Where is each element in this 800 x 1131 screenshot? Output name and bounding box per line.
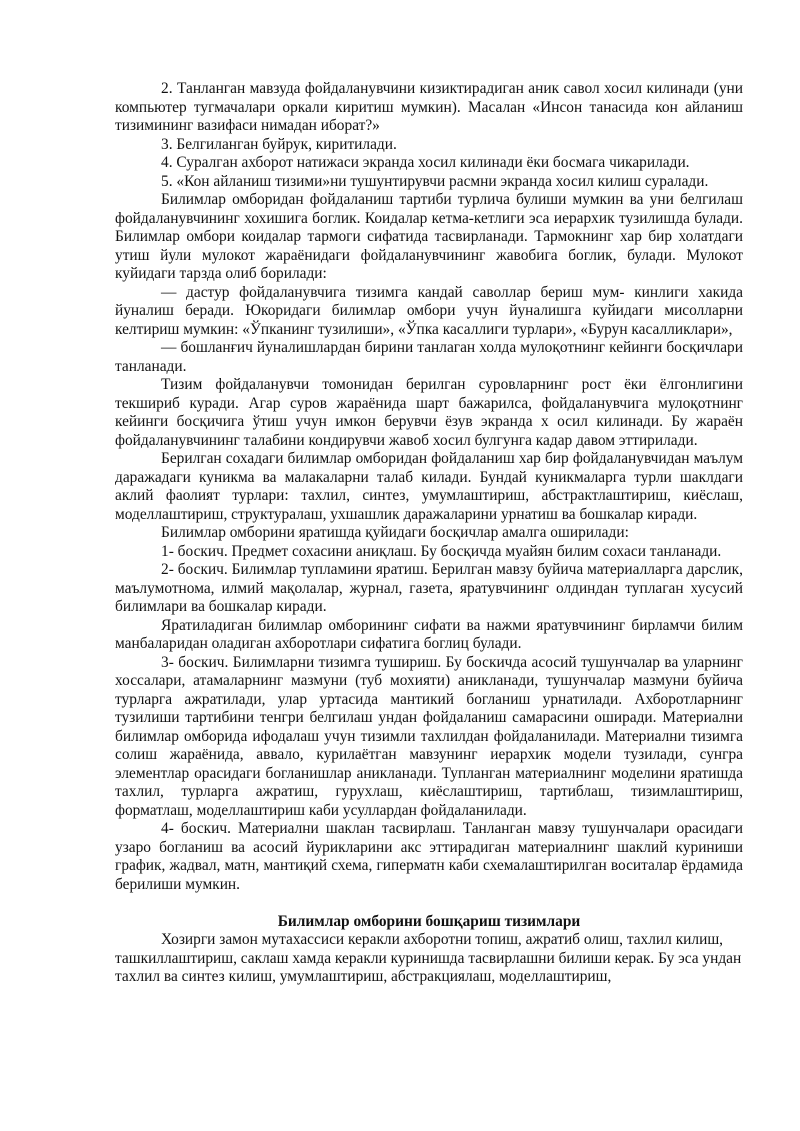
closing-paragraph: Хозирги замон мутахассиси керакли ахборотни топиш, ажратиб олиш, тахлил килиш, ташкиллаштириш, саклаш хамда керакли куринишда тасвирлашни билиши керак. Бу эса ундан тахлил ва синтез килиш, умумлаштириш, абстракциялаш, моделлаштириш,: [115, 931, 742, 985]
paragraph-13: Яратиладиган билимлар омборининг сифати ва нажми яратувчининг бирламчи билим манбаларидан оладиган ахборотлари сифатига боглиц булади.: [115, 616, 743, 652]
paragraph-1: 2. Танланган мавзуда фойдаланувчини кизиктирадиган аник савол хосил килинади (уни компьютер тугмачалари оркали киритиш мумкин). Масалан «Инсон танасида кон айланиш тизимининг вазифаси нимадан иборат?»: [115, 80, 743, 134]
paragraph-15: 4- боскич. Материални шаклан тасвирлаш. Танланган мавзу тушунчалари орасидаги узаро богланиш ва асосий йурикларини акс эттирадиган материалнинг шаклий куриниши график, жадвал, матн, мантиқий схема, гиперматн каби схемалаштирилган воситалар ёрдамида берилиши мумкин.: [115, 820, 743, 893]
paragraph-14: 3- боскич. Билимларни тизимга тушириш. Бу боскичда асосий тушунчалар ва уларнинг хоссалари, атамаларнинг мазмуни (туб мохияти) аникланади, тушунчалар мазмуни буйича турларга ажратилади, улар уртасида мантикий богланиш урнатилади. Ахборотларнинг тузилиши тартибини тенгри белгилаш ундан фойдаланиш самарасини оширади. Материални билимлар омборида ифодалаш учун тизимли тахлилдан фойдаланилади. Материални тизимга солиш жараёнида, аввало, курилаётган мавзунинг иерархик модели тузилади, сунгра элементлар орасидаги богланишлар аникланади. Тупланган материалнинг моделини яратишда тахлил, турларга ажратиш, гурухлаш, киёслаштириш, тартиблаш, тизимлаштириш, форматлаш, моделлаштириш каби усуллардан фойдаланилади.: [115, 653, 743, 819]
paragraph-2: 3. Белгиланган буйрук, киритилади.: [161, 135, 397, 153]
document-page: [115, 80, 743, 987]
paragraph-6: — дастур фойдаланувчига тизимга кандай саволлар бериш мум- кинлиги хакида йуналиш беради. Юкоридаги билимлар омбори учун йуналишга куйидаги мисолларни келтириш мумкин: «Ўпканинг тузилиши», «Ўпка касаллиги турлари», «Бурун касалликлари»,: [115, 283, 743, 338]
paragraph-7: — бошланғич йуналишлардан бирини танлаган холда мулоқотнинг кейинги босқичлари танланади.: [115, 339, 743, 375]
paragraph-4: 5. «Кон айланиш тизими»ни тушунтирувчи расмни экранда хосил килиш суралади.: [161, 172, 709, 190]
paragraph-10: Билимлар омборини яратишда қуйидаги босқичлар амалга оширилади:: [161, 524, 629, 541]
paragraph-11: 1- боскич. Предмет сохасини аниқлаш. Бу босқичда муайян билим сохаси танланади.: [161, 542, 722, 560]
paragraph-5: Билимлар омборидан фойдаланиш тартиби турлича булиши мумкин ва уни белгилаш фойдаланувчининг хохишига боглик. Коидалар кетма-кетлиги эса иерархик тузилишда булади. Билимлар омбори коидалар тармоги сифатида тасвирланади. Тармокнинг хар бир холатдаги утиш йули мулокот жараёнидаги фойдаланувчининг жавобига боглик, булади. Мулокот куйидаги тарзда олиб борилади:: [115, 191, 743, 282]
paragraph-8: Тизим фойдаланувчи томонидан берилган суровларнинг рост ёки ёлгонлигини текшириб куради. Агар суров жараёнида шарт бажарилса, фойдаланувчига мулоқотнинг кейинги босқичига ўтиш учун имкон берувчи ёзув экранда х осил килинади. Бу жараён фойдаланувчининг талабини кондирувчи жавоб хосил булгунга кадар давом эттирилади.: [115, 376, 743, 449]
section-heading: Билимлар омборини бошқариш тизимлари: [277, 912, 581, 930]
paragraph-9: Берилган сохадаги билимлар омборидан фойдаланиш хар бир фойдаланувчидан маълум даражадаги куникма ва малакаларни талаб килади. Бундай куникмаларга турли шаклдаги аклий фаолият турлари: тахлил, синтез, умумлаштириш, абстрактлаштириш, киёслаш, моделлаштириш, структуралаш, ухшашлик даражаларини урнатиш ва бошкалар киради.: [115, 450, 743, 523]
paragraph-3: 4. Суралган ахборот натижаси экранда хосил килинади ёки босмага чикарилади.: [161, 154, 690, 171]
paragraph-12: 2- боскич. Билимлар тупламини яратиш. Берилган мавзу буйича материалларга дарслик, маълумотнома, илмий мақолалар, журнал, газета, яратувчининг олдиндан туплаган хусусий билимлари ва бошкалар киради.: [115, 561, 743, 615]
